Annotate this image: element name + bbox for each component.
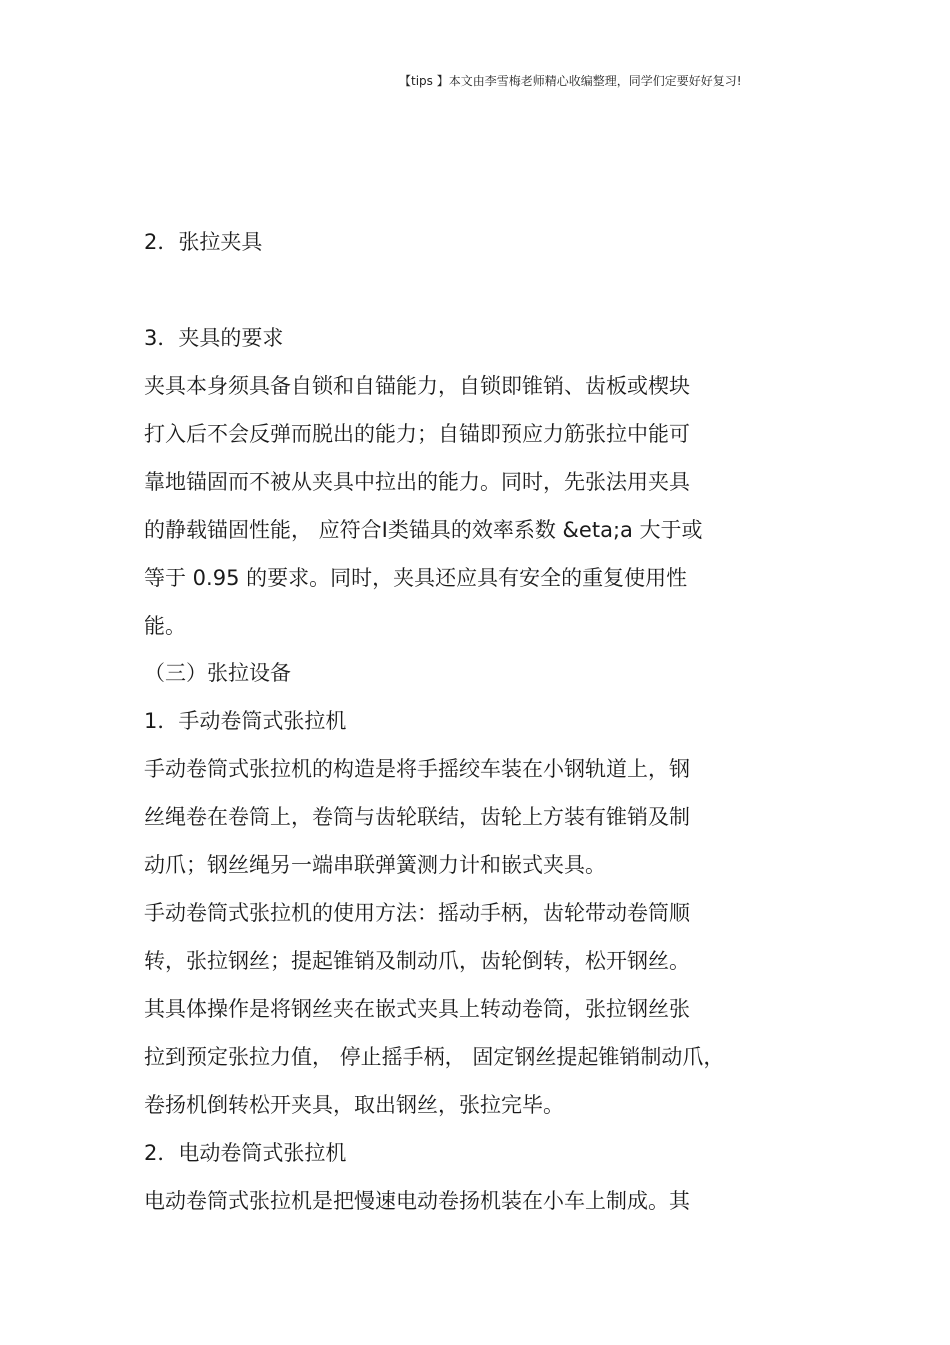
- paragraph-line: 能。: [144, 614, 186, 638]
- paragraph-line: 卷扬机倒转松开夹具，取出钢丝，张拉完毕。: [144, 1093, 564, 1117]
- section-heading-clamp-requirements: 3．夹具的要求: [144, 326, 284, 350]
- paragraph-line: 夹具本身须具备自锁和自锚能力，自锁即锥销、齿板或楔块: [144, 374, 690, 398]
- paragraph-line: 的静载锚固性能， 应符合Ⅰ类锚具的效率系数 &eta;a 大于或: [144, 518, 703, 542]
- header-tip: 【tips 】本文由李雪梅老师精心收编整理，同学们定要好好复习!: [399, 74, 742, 88]
- paragraph-line: 电动卷筒式张拉机是把慢速电动卷扬机装在小车上制成。其: [144, 1189, 690, 1213]
- paragraph-line: 手动卷筒式张拉机的构造是将手摇绞车装在小钢轨道上，钢: [144, 757, 690, 781]
- section-heading-tensioning-equipment: （三）张拉设备: [144, 661, 291, 685]
- paragraph-line: 其具体操作是将钢丝夹在嵌式夹具上转动卷筒，张拉钢丝张: [144, 997, 690, 1021]
- paragraph-line: 等于 0.95 的要求。同时，夹具还应具有安全的重复使用性: [144, 566, 688, 590]
- paragraph-line: 拉到预定张拉力值， 停止摇手柄， 固定钢丝提起锥销制动爪，: [144, 1045, 725, 1069]
- paragraph-line: 手动卷筒式张拉机的使用方法：摇动手柄，齿轮带动卷筒顺: [144, 901, 690, 925]
- paragraph-line: 动爪；钢丝绳另一端串联弹簧测力计和嵌式夹具。: [144, 853, 606, 877]
- section-heading-electric-drum-tensioner: 2．电动卷筒式张拉机: [144, 1141, 347, 1165]
- section-heading-manual-drum-tensioner: 1．手动卷筒式张拉机: [144, 709, 347, 733]
- paragraph-line: 转，张拉钢丝；提起锥销及制动爪，齿轮倒转，松开钢丝。: [144, 949, 690, 973]
- paragraph-line: 靠地锚固而不被从夹具中拉出的能力。同时，先张法用夹具: [144, 470, 690, 494]
- paragraph-line: 打入后不会反弹而脱出的能力；自锚即预应力筋张拉中能可: [144, 422, 690, 446]
- section-heading-tensioning-clamp: 2．张拉夹具: [144, 230, 263, 254]
- paragraph-line: 丝绳卷在卷筒上，卷筒与齿轮联结，齿轮上方装有锥销及制: [144, 805, 690, 829]
